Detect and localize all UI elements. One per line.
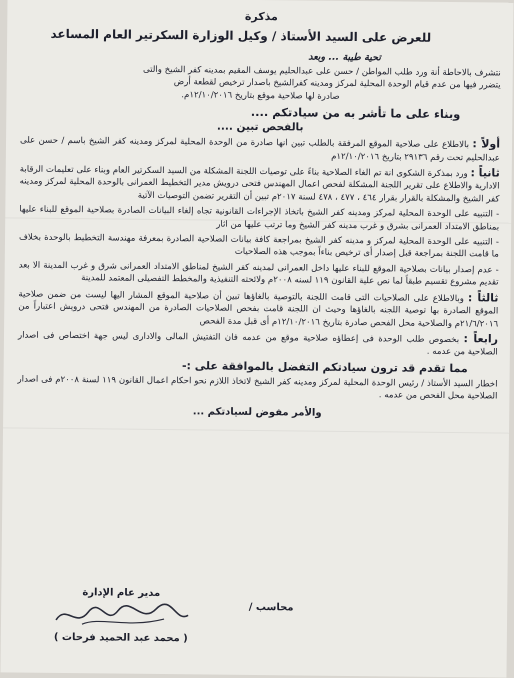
section-label: أولاً : (472, 137, 501, 151)
request-heading: مما تقدم قد ترون سيادتكم التفضل بالموافقة على :- (181, 358, 468, 375)
intro-line: نتشرف بالاحاطة أنة ورد طلب المواطن / حسن على عبدالحليم يوسف المقيم بمدينه كفر الشيخ والتى (142, 64, 501, 79)
recommendation-item: - التنبيه على الوحدة المحلية لمركز و مدينه كفر الشيخ بمراجعة كافة بيانات الصلاحية الصادرة بمعرفة مهندسة التخطيط بالوحدة بخلاف ما قامت اللجنة بمراجعة قبل إصدار أى ترخيص بناءاً بموجب هذه الصلاحيات (19, 232, 499, 262)
section-text: وبالاطلاع على الصلاحيات التى قامت اللجنة بالتوصية بالغاؤها تبين أن صلاحية الموقع المشار اليها ليست من ضمن صلاحية الموقع الصادرة بها توصية اللجنه بالغاؤها وحيث ان اللجنة قامت بفحص الصلاحيات الصادرة من المهندس فتحى درويش اعتباراً من ٢١/٦/٢٠١٦م والصلاحية محل الفحص صادرة بتاريخ ١٢/١٠/٢٠١٦م أى قبل مدة الفحص (18, 289, 499, 330)
handwritten-signature (46, 598, 196, 634)
memo-title: مذكرة (244, 9, 278, 24)
recommendations-list (19, 204, 500, 289)
section-second (19, 163, 499, 206)
accountant-signature-block (231, 602, 311, 614)
section-label: رابعاً : (463, 332, 499, 346)
memo-recipient: للعرض على السيد الأستاذ / وكيل الوزارة السكرتير العام المساعد (50, 26, 432, 45)
section-text: بخصوص طلب الوحدة فى إعطاؤه صلاحية موقع من عدمه فان التفتيش المالى والادارى ليس جهة اختصاص فى اصدار الصلاحية من عدمه . (17, 330, 498, 358)
section-fourth (18, 328, 498, 359)
section-third (18, 287, 498, 330)
director-title: مدير عام الإدارة (82, 587, 161, 600)
intro-paragraph (20, 63, 500, 105)
paper-fold (3, 427, 509, 433)
request-text: اخطار السيد الأستاذ / رئيس الوحدة المحلية لمركز ومدينه كفر الشيخ لاتخاذ اللازم نحو احكام اعمال القانون ١١٩ لسنة ٢٠٠٨م فى اصدار الصلاحية محل الفحص من عدمه . (17, 374, 498, 402)
greeting: تحية طيبة ... وبعد (308, 51, 381, 64)
director-name: ( محمد عبد الحميد فرحات ) (53, 631, 188, 645)
section-first (20, 134, 500, 165)
exam-heading: بالفحص تبين .... (216, 120, 304, 134)
recommendation-item: - عدم إصدار بيانات بصلاحية الموقع للبناء عليها داخل العمرانى لمدينه كفر الشيخ لمناطق الامتداد العمرانى شرق و غرب المدينة الا بعد تقديم مشروع تقسيم طبقاً لما نص علية القانون ١١٩ لسنه ٢٠٠٨م ولائحته التنفيذية والمخطط التفصيلى المعتمد للمدينة (19, 259, 499, 289)
section-text: بالاطلاع على صلاحية الموقع المرفقة بالطلب تبين انها صادرة من الوحدة المحلية لمركز ومدينه كفر الشيخ باسم / حسن على عبدالحليم تحت رقم ٢٩١٣٦ بتاريخ ١٢/١٠/٢٠١٦م (19, 135, 500, 164)
intro-line: يتضرر فيها من عدم قيام الوحدة المحلية لمركز ومدينه كفرالشيخ باصدار ترخيص لقطعة أرض (173, 77, 501, 91)
section-label: ثانياً : (470, 166, 500, 180)
closing-line: والأمر مفوض لسيادتكم ... (192, 405, 322, 419)
accountant-title: محاسب / (248, 601, 294, 614)
section-label: ثالثاً : (467, 290, 499, 305)
section-text: ورد بمذكرة الشكوى انة تم الغاء الصلاحية بناءً على توصيات اللجنة المشكلة من السيد السكرتير العام وبناء على تعليمات الرقابة الادارية والاطلاع على تقرير اللجنة المشكلة لفحص اعمال المهندس فتحى درويش مدير التخطيط العمرانى بالوحدة المحلية لمركز ومدينه كفر الشيخ والمشكلة بالقرار بقرار ٤٦٤ ، ٤٧٧ ، ٤٧٨ لسنة ٢٠١٧م تبين أن التقرير تضمن التوصيات الآتية (19, 164, 500, 205)
director-signature-block (21, 587, 222, 645)
recommendation-item: - التنبيه على الوحدة المحلية لمركز ومدينه كفر الشيخ باتخاذ الإجراءات القانونية تجاه إلغاء البيانات الصادرة بصلاحية الموقع للبناء عليها بمناطق الامتداد العمرانى بشرق و غرب مدينه كفر الشيخ وما ترتب عليها من اثار (19, 204, 499, 234)
intro-line: صادرة لها صلاحية موقع بتاريخ ١٢/١٠/٢٠١٦م. (181, 90, 340, 102)
honor-line: وبناء على ما تأشر به من سيادتكم .... (250, 105, 461, 122)
request-paragraph (17, 373, 497, 403)
